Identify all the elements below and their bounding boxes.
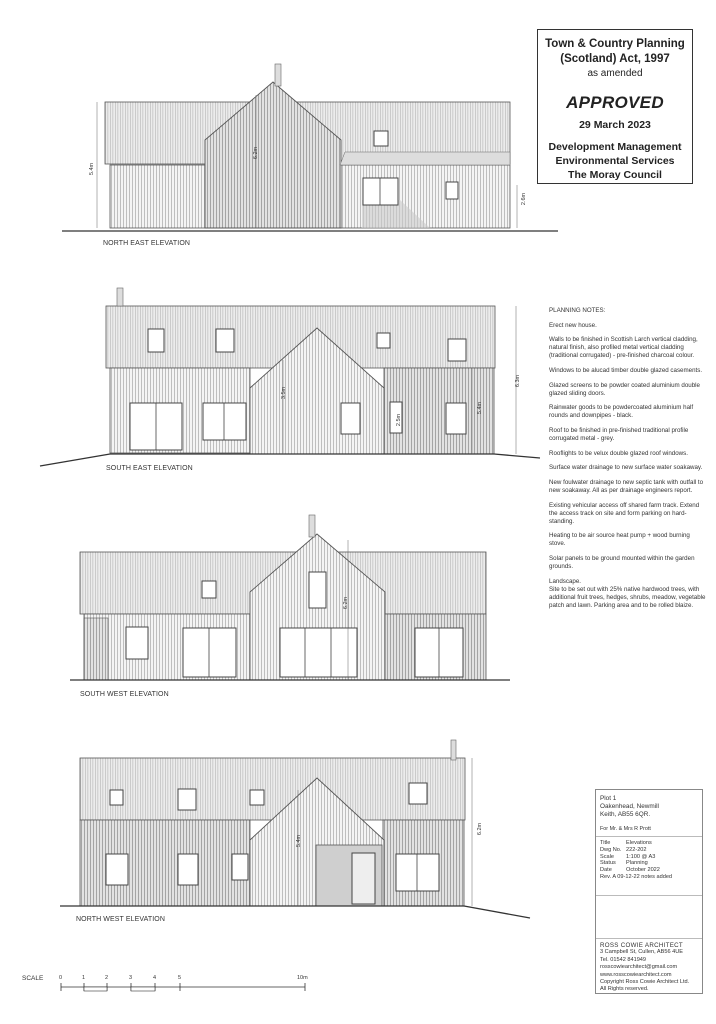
scale-tick: 5 <box>178 975 182 981</box>
note-item: Solar panels to be ground mounted within the garden grounds. <box>549 554 695 571</box>
stamp-dept3: The Moray Council <box>568 169 662 181</box>
note-item: Heating to be air source heat pump + wood burning stove. <box>549 532 690 548</box>
note-item: Surface water drainage to new surface water soakaway. <box>549 464 703 472</box>
nw-dim-gable: 5.4m <box>296 834 303 848</box>
note-item: Existing vehicular access off shared farm track. Extend the access track on site and form parking on hard-standing. <box>549 501 700 525</box>
se-dim-far: 6.3m <box>515 374 522 388</box>
ne-dim-right: 2.6m <box>521 192 528 206</box>
tb-copyright: Copyright Ross Cowie Architect Ltd. <box>600 979 690 986</box>
tb-plot: Plot 1 <box>600 795 617 802</box>
note-item: Glazed screens to be powder coated aluminium double glazed sliding doors. <box>549 381 700 397</box>
tb-firm-name: ROSS COWIE ARCHITECT <box>600 942 684 949</box>
ne-dim-left: 5.4m <box>89 162 96 176</box>
stamp-dept2: Environmental Services <box>555 155 675 167</box>
note-item: New foulwater drainage to new septic tank with outfall to new soakaway. All as per drainage engineers report. <box>549 478 704 494</box>
scale-tick: 0 <box>59 975 63 981</box>
tb-tel: Tel. 01542 841949 <box>600 956 647 963</box>
note-item: Walls to be finished in Scottish Larch vertical cladding, natural finish, also profiled metal vertical cladding (traditional corrugated) - pre-finished charcoal colour. <box>549 336 698 360</box>
se-dim-right: 5.4m <box>477 401 484 415</box>
title-block <box>595 789 703 994</box>
sw-dim-gable: 6.2m <box>343 596 350 610</box>
north-west-elevation-label: NORTH WEST ELEVATION <box>76 916 165 923</box>
north-east-elevation-drawing <box>0 0 716 250</box>
se-dim-door: 2.5m <box>396 413 403 427</box>
tb-revision: Rev. A 09-12-22 notes added <box>600 873 673 880</box>
scale-tick: 1 <box>82 975 86 981</box>
ne-dim-gable: 6.2m <box>253 146 260 160</box>
tb-web: www.rosscowiearchitect.com <box>600 971 672 978</box>
stamp-date: 29 March 2023 <box>579 119 651 131</box>
scale-tick: 4 <box>153 975 157 981</box>
note-item: Rainwater goods to be powdercoated aluminium half rounds and downpipes - black. <box>549 404 694 420</box>
scale-tick: 2 <box>105 975 109 981</box>
nw-dim-right: 6.2m <box>477 822 484 836</box>
tb-row-dwg: Dwg No. 222-202 <box>600 846 647 853</box>
scale-tick: 3 <box>129 975 133 981</box>
tb-row-title: Title Elevations <box>600 840 652 846</box>
se-dim-gable: 3.5m <box>281 386 288 400</box>
note-item: Roof to be finished in pre-finished traditional profile corrugated metal - grey. <box>549 426 689 443</box>
tb-email: rosscowiearchitect@gmail.com <box>600 964 678 971</box>
tb-row-scale: Scale 1:100 @ A3 <box>600 853 656 860</box>
scale-label: SCALE <box>22 975 44 982</box>
stamp-act-line1: Town & Country Planning <box>545 38 685 50</box>
tb-row-date: Date October 2022 <box>600 867 660 874</box>
stamp-dept1: Development Management <box>548 141 682 153</box>
note-item: Landscape. Site to be set out with 25% native hardwood trees, with additional fruit trees, hedges, shrubs, meadow, vegetable patch and lawn. Parking area and to be rolled blaize. <box>549 577 706 609</box>
stamp-act-line2: (Scotland) Act, 1997 <box>560 53 670 65</box>
planning-notes <box>549 307 707 617</box>
note-item: Erect new house. <box>549 321 597 329</box>
note-item: Windows to be alucad timber double glazed casements. <box>549 366 703 374</box>
stamp-status: APPROVED <box>566 93 664 112</box>
tb-rights: All Rights reserved. <box>600 986 649 993</box>
tb-firm-address: 3 Campbell St, Cullen, AB56 4UE <box>600 949 684 956</box>
tb-addr1: Oakenhead, Newmill <box>600 803 659 810</box>
note-item: Rooflights to be velux double glazed roof windows. <box>549 449 688 457</box>
tb-row-status: Status Planning <box>600 860 648 867</box>
scale-tick: 10m <box>297 975 308 981</box>
scale-bar <box>55 983 315 995</box>
south-east-elevation-label: SOUTH EAST ELEVATION <box>106 465 193 472</box>
stamp-act-line3: as amended <box>587 68 643 79</box>
tb-client: For Mr. & Mrs R Prott <box>600 826 651 832</box>
south-west-elevation-label: SOUTH WEST ELEVATION <box>80 691 169 698</box>
north-east-elevation-label: NORTH EAST ELEVATION <box>103 240 191 247</box>
planning-notes-heading: PLANNING NOTES: <box>549 307 606 314</box>
tb-addr2: Keith, AB55 6QR. <box>600 811 651 818</box>
